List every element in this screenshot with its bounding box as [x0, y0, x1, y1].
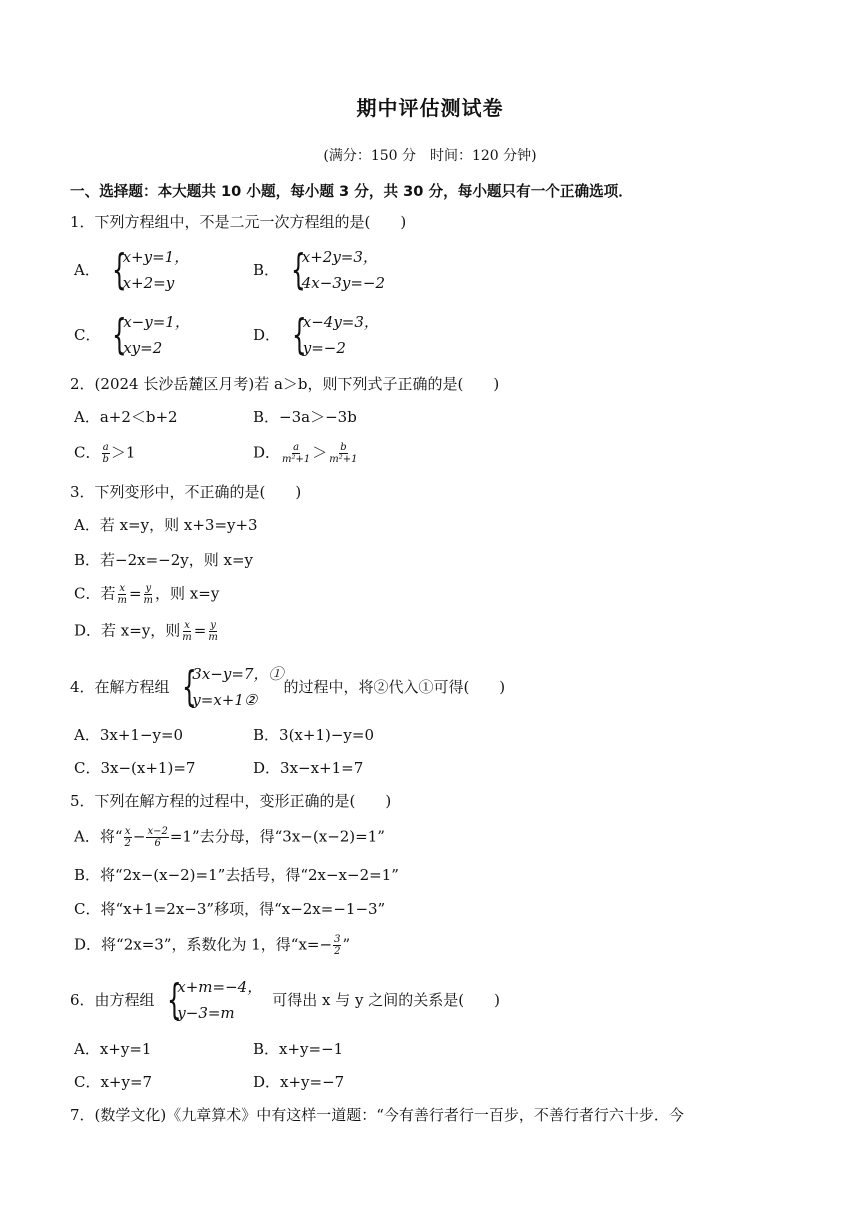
numerator: 3	[334, 934, 341, 945]
q1-d-row2: y=−2	[302, 339, 346, 357]
question-1-stem: 1．下列方程组中，不是二元一次方程组的是( )	[70, 213, 407, 231]
exam-info: (满分：150 分 时间：120 分钟)	[323, 148, 537, 164]
numerator: y	[210, 620, 216, 631]
q5-d-pre: D．将“2x=3”，系数化为 1，得“x=−	[74, 935, 333, 954]
q4-option-d: D．3x−x+1=7	[253, 759, 364, 777]
brace-icon: {	[166, 975, 182, 1024]
q4-pre: 4．在解方程组	[70, 678, 170, 696]
q6-row1: x+m=−4，	[177, 978, 263, 996]
q3-option-a: A．若 x=y，则 x+3=y+3	[74, 516, 258, 534]
numerator: b	[340, 442, 347, 453]
q6-pre: 6．由方程组	[70, 991, 155, 1009]
brace-icon: {	[292, 310, 307, 359]
q6-option-c: C．x+y=7	[74, 1073, 153, 1091]
equals-sign: =	[128, 584, 142, 603]
q2-d-label: D．	[253, 443, 281, 462]
q2-option-b: B．−3a＞−3b	[253, 408, 357, 426]
q1-b-row1: x+2y=3，	[301, 248, 378, 266]
question-7-stem: 7．(数学文化)《九章算术》中有这样一道题：“今有善行者行一百步，不善行者行六十步．今	[70, 1106, 684, 1124]
q3-c-pre: C．若	[74, 584, 116, 603]
fraction	[207, 620, 218, 643]
q2-c-tail: ＞1	[110, 443, 136, 462]
q4-post: 的过程中，将②代入①可得( )	[283, 678, 506, 696]
q5-a-pre: A．将“	[74, 827, 123, 846]
q4-row1: 3x−y=7，①	[192, 665, 284, 683]
question-3-stem: 3．下列变形中，不正确的是( )	[70, 483, 302, 501]
q1-option-a	[74, 244, 189, 296]
denominator: 6	[154, 838, 161, 849]
q5-d-tail: ”	[342, 935, 351, 954]
minus-sign: −	[132, 827, 146, 846]
page-title: 期中评估测试卷	[356, 96, 504, 120]
q1-option-b	[253, 244, 385, 296]
q1-b-label: B．	[253, 261, 280, 279]
denominator: b	[102, 454, 109, 465]
q1-c-row1: x−y=1，	[123, 313, 190, 331]
q1-c-label: C．	[74, 326, 101, 344]
numerator: x	[124, 826, 131, 837]
equals-sign: =	[193, 621, 207, 640]
brace-icon: {	[111, 245, 127, 294]
q6-option-b: B．x+y=−1	[253, 1040, 344, 1058]
numerator: a	[293, 442, 300, 453]
numerator: a	[102, 442, 109, 453]
q1-b-row2: 4x−3y=−2	[301, 274, 386, 292]
fraction	[146, 826, 168, 849]
q2-c-label: C．	[74, 443, 101, 462]
fraction	[181, 620, 192, 643]
fraction	[333, 934, 341, 957]
denominator: 2	[334, 946, 341, 957]
q3-d-pre: D．若 x=y，则	[74, 621, 181, 640]
brace-icon: {	[181, 662, 197, 711]
q1-option-d	[253, 309, 379, 361]
q5-option-c: C．将“x+1=2x−3”移项，得“x−2x=−1−3”	[74, 900, 386, 918]
q4-option-c: C．3x−(x+1)=7	[74, 759, 196, 777]
q5-option-b: B．将“2x−(x−2)=1”去括号，得“2x−x−2=1”	[74, 866, 399, 884]
numerator: x	[184, 620, 190, 631]
q1-a-label: A．	[74, 261, 100, 279]
numerator: x	[119, 583, 126, 594]
denominator: 2	[124, 838, 131, 849]
q6-option-a: A．x+y=1	[74, 1040, 152, 1058]
q3-option-d	[74, 620, 220, 643]
section-heading: 一、选择题：本大题共 10 小题，每小题 3 分，共 30 分，每小题只有一个正确选项．	[70, 183, 633, 200]
numerator: x−2	[147, 826, 168, 837]
q2-option-c	[74, 442, 135, 465]
q3-option-c	[74, 583, 219, 606]
q1-d-row1: x−4y=3，	[302, 313, 379, 331]
denominator: m	[117, 595, 127, 606]
denominator: m	[143, 595, 154, 606]
denominator: m²+1	[282, 454, 311, 465]
fraction	[281, 442, 311, 465]
q1-c-row2: xy=2	[123, 339, 163, 357]
q3-option-b: B．若−2x=−2y，则 x=y	[74, 551, 254, 569]
q5-a-tail: =1”去分母，得“3x−(x−2)=1”	[169, 827, 385, 846]
q6-post: 可得出 x 与 y 之间的关系是( )	[272, 991, 500, 1009]
greater-sign: ＞	[312, 443, 328, 462]
fraction	[124, 826, 132, 849]
fraction	[328, 442, 358, 465]
denominator: m²+1	[329, 454, 358, 465]
q5-option-a	[74, 826, 385, 849]
brace-icon: {	[112, 310, 128, 359]
q4-option-a: A．3x+1−y=0	[74, 726, 184, 744]
denominator: m	[182, 632, 192, 643]
q5-option-d	[74, 934, 350, 957]
q3-c-tail: ，则 x=y	[155, 584, 220, 603]
question-4-stem	[70, 661, 505, 713]
fraction	[116, 583, 127, 606]
q1-option-c	[74, 309, 190, 361]
question-6-stem	[70, 974, 500, 1026]
q1-d-label: D．	[253, 326, 281, 344]
q4-option-b: B．3(x+1)−y=0	[253, 726, 374, 744]
q6-option-d: D．x+y=−7	[253, 1073, 345, 1091]
question-2-stem: 2．(2024 长沙岳麓区月考)若 a＞b，则下列式子正确的是( )	[70, 375, 500, 393]
brace-icon: {	[291, 245, 306, 294]
q2-option-a: A．a+2＜b+2	[74, 408, 178, 426]
q1-a-row1: x+y=1，	[122, 248, 190, 266]
fraction	[143, 583, 154, 606]
q6-row2: y−3=m	[177, 1004, 235, 1022]
q2-option-d	[253, 442, 360, 465]
q1-a-row2: x+2=y	[122, 274, 175, 292]
fraction	[101, 442, 109, 465]
numerator: y	[145, 583, 152, 594]
denominator: m	[208, 632, 218, 643]
q4-row2: y=x+1②	[192, 691, 258, 709]
question-5-stem: 5．下列在解方程的过程中，变形正确的是( )	[70, 792, 392, 810]
